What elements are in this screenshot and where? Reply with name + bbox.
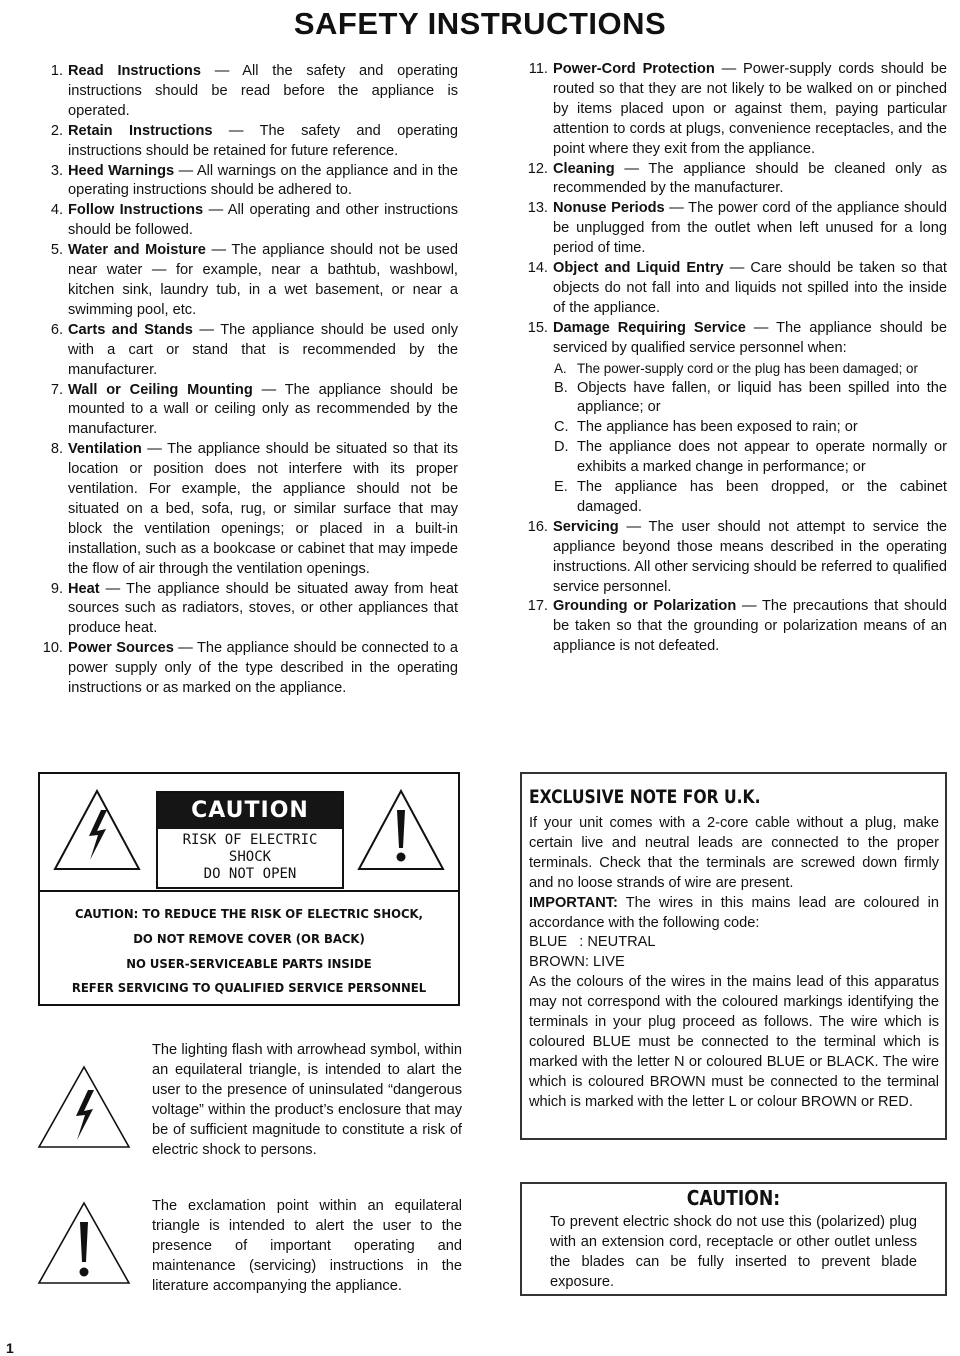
uk-note-paragraph: If your unit comes with a 2-core cable without a plug, make certain live and neutral leads are connected to the proper terminals. Check that the terminals are screwed down firmly and no loose strands of wire are present. xyxy=(529,815,939,891)
uk-note-important xyxy=(529,894,939,934)
page-number: 1 xyxy=(6,1340,14,1356)
caution-warning-box xyxy=(38,772,460,1006)
caution-text-line: NO USER-SERVICEABLE PARTS INSIDE xyxy=(126,955,372,971)
item-number: 17. xyxy=(527,598,548,615)
item-heading: Carts and Stands xyxy=(68,321,193,338)
uk-code-blue: BLUE : NEUTRAL xyxy=(529,934,656,951)
exclamation-triangle-icon xyxy=(356,788,446,872)
item-number: 8. xyxy=(50,441,63,458)
subitem-letter: E. xyxy=(554,479,568,496)
instruction-item xyxy=(36,440,458,579)
item-heading: Grounding or Polarization xyxy=(553,598,737,615)
uk-note-box xyxy=(520,772,947,1140)
subitem-letter: B. xyxy=(554,379,568,396)
item-number: 12. xyxy=(527,160,548,177)
caution-label-heading: CAUTION xyxy=(158,793,342,829)
item-text: — All warnings on the appliance and in the operating instructions should be adhered to. xyxy=(68,162,458,199)
instruction-item xyxy=(36,639,458,699)
lightning-triangle-icon xyxy=(36,1064,132,1150)
lightning-symbol-text: The lighting flash with arrowhead symbol, within an equilateral triangle, is intended to alart the user to the presence of uninsulated “dangerous voltage” within the product’s enclosure that may be of sufficient magnitude to constitute a risk of electric shock to persons. xyxy=(152,1042,462,1158)
instruction-item xyxy=(521,597,947,657)
caution-text-block xyxy=(53,902,446,1001)
uk-note-paragraph: As the colours of the wires in the mains lead of this apparatus may not correspond with the coloured markings identifying the terminals in your plug proceed as follows. The wire which is coloured BLUE must be connected to the terminal which is marked with the letter N or coloured BLUE or BLACK. The wire which is coloured BROWN must be connected to the terminal which is marked with the letter L or colour BROWN or RED. xyxy=(529,974,939,1110)
item-number: 1. xyxy=(50,63,63,79)
item-number: 5. xyxy=(50,242,63,259)
subitem-text: Objects have fallen, or liquid has been spilled into the appliance; or xyxy=(577,379,947,416)
damage-subitem xyxy=(554,438,947,478)
item-number: 6. xyxy=(50,321,63,338)
item-heading: Read Instructions xyxy=(68,63,201,79)
item-text: — Care should be taken so that objects do not fall into and liquids not spilled into the inside of the appliance. xyxy=(553,260,947,316)
instruction-item xyxy=(36,201,458,241)
instruction-item xyxy=(521,259,947,319)
instruction-item xyxy=(521,319,947,359)
polarized-plug-caution-box xyxy=(520,1182,947,1296)
item-number: 11. xyxy=(528,61,548,77)
damage-subitem xyxy=(554,418,947,438)
item-number: 13. xyxy=(527,200,548,217)
item-text: — The appliance should be situated away from heat sources such as radiators, stoves, or other appliances that produce heat. xyxy=(68,580,458,637)
instruction-item xyxy=(521,160,947,200)
caution-label xyxy=(156,791,344,889)
item-text: — The safety and operating instructions should be retained for future reference. xyxy=(68,122,459,159)
important-text: The wires in this mains lead are coloured in accordance with the following code: xyxy=(529,894,939,931)
item-text: — The appliance should be mounted to a wall or ceiling only as recommended by the manufacturer. xyxy=(68,381,458,438)
instruction-item xyxy=(521,518,947,598)
item-heading: Servicing xyxy=(553,518,619,535)
caution-label-line: RISK OF ELECTRIC SHOCK xyxy=(182,832,318,865)
instruction-item xyxy=(36,580,458,640)
item-number: 15. xyxy=(527,319,548,336)
item-text: — The appliance should be situated so that its location or position does not interfere with its proper ventilation. For example, the appliance should not be situated on a bed, sofa, rug, or similar surface that may block the ventilation openings; or placed in a built-in installation, such as a bookcase or cabinet that may impede the flow of air through the ventilation openings. xyxy=(68,441,458,577)
item-number: 2. xyxy=(50,122,63,139)
item-text: — The appliance should be used only with a cart or stand that is recommended by the manufacturer. xyxy=(68,321,458,378)
item-text: — The precautions that should be taken so that the grounding or polarization means of an appliance is not defeated. xyxy=(553,598,947,655)
item-heading: Damage Requiring Service xyxy=(553,319,746,336)
instruction-item xyxy=(36,321,458,381)
exclamation-symbol-explanation xyxy=(36,1196,464,1300)
caution-text-line: DO NOT REMOVE COVER (OR BACK) xyxy=(133,930,365,946)
item-heading: Power Sources xyxy=(68,640,174,657)
item-number: 10. xyxy=(42,640,63,657)
item-heading: Retain Instructions xyxy=(68,122,213,139)
damage-subitem xyxy=(554,359,947,379)
item-text: — The appliance should be cleaned only as recommended by the manufacturer. xyxy=(553,160,947,197)
uk-code-brown: BROWN: LIVE xyxy=(529,954,625,971)
instruction-item xyxy=(36,241,458,321)
instructions-left-column xyxy=(36,62,458,699)
item-heading: Follow Instructions xyxy=(68,202,204,219)
item-heading: Heat xyxy=(68,580,100,597)
caution-label-line: DO NOT OPEN xyxy=(203,866,297,882)
instructions-right-column xyxy=(521,60,947,657)
item-heading: Wall or Ceiling Mounting xyxy=(68,381,253,398)
item-heading: Power-Cord Protection xyxy=(553,61,715,77)
page-title: SAFETY INSTRUCTIONS xyxy=(293,6,667,41)
item-number: 3. xyxy=(50,162,63,179)
instruction-item xyxy=(36,62,458,122)
instruction-item xyxy=(521,60,947,160)
caution-label-body xyxy=(158,829,342,887)
instruction-item xyxy=(36,381,458,441)
item-heading: Water and Moisture xyxy=(68,242,206,259)
item-heading: Nonuse Periods xyxy=(553,200,665,217)
lightning-symbol-explanation xyxy=(36,1040,464,1180)
important-label: IMPORTANT: xyxy=(529,894,618,911)
subitem-text: The appliance does not appear to operate normally or exhibits a marked change in performance; or xyxy=(577,439,947,476)
item-heading: Object and Liquid Entry xyxy=(553,260,724,277)
lightning-triangle-icon xyxy=(52,788,142,872)
caution-text: To prevent electric shock do not use this (polarized) plug with an extension cord, receptacle or other outlet unless the blades can be fully inserted to prevent blade exposure. xyxy=(550,1214,917,1290)
subitem-text: The appliance has been dropped, or the cabinet damaged. xyxy=(577,479,947,515)
item-number: 14. xyxy=(527,260,548,277)
item-number: 9. xyxy=(50,580,63,597)
item-number: 4. xyxy=(50,202,63,219)
item-text: — All operating and other instructions should be followed. xyxy=(68,202,458,239)
caution-label-row xyxy=(40,774,458,892)
exclamation-symbol-text: The exclamation point within an equilateral triangle is intended to alert the user to the presence of important operating and maintenance (servicing) instructions in the literature accompanying the appliance. xyxy=(152,1198,462,1294)
damage-subitems xyxy=(554,359,947,518)
uk-note-title: EXCLUSIVE NOTE FOR U.K. xyxy=(529,786,761,808)
instruction-item xyxy=(521,199,947,259)
item-text: — Power-supply cords should be routed so that they are not likely to be walked on or pinched by items placed upon or against them, paying particular attention to cords at plugs, convenience receptacles, and the point where they exit from the appliance. xyxy=(553,61,947,157)
damage-subitem xyxy=(554,478,947,518)
item-heading: Ventilation xyxy=(68,441,142,458)
caution-text-line: REFER SERVICING TO QUALIFIED SERVICE PERSONNEL xyxy=(71,980,427,996)
item-text: — The user should not attempt to service the appliance beyond those means described in the operating instructions. All other servicing should be referred to qualified service personnel. xyxy=(553,518,947,595)
instruction-item xyxy=(36,122,458,162)
item-text: — The power cord of the appliance should be unplugged from the outlet when left unused for a long period of time. xyxy=(553,200,947,257)
subitem-letter: C. xyxy=(554,419,569,436)
item-number: 7. xyxy=(50,381,63,398)
subitem-letter: D. xyxy=(554,439,569,456)
item-text: — All the safety and operating instructions should be read before the appliance is operated. xyxy=(68,63,458,119)
item-text: — The appliance should not be used near water — for example, near a bathtub, washbowl, kitchen sink, laundry tub, in a wet basement, or near a swimming pool, etc. xyxy=(68,242,459,318)
damage-subitem xyxy=(554,379,947,419)
exclamation-triangle-icon xyxy=(36,1200,132,1286)
caution-text-line: CAUTION: TO REDUCE THE RISK OF ELECTRIC SHOCK, xyxy=(75,906,423,921)
subitem-text: The appliance has been exposed to rain; or xyxy=(577,419,858,436)
subitem-letter: A. xyxy=(554,360,567,376)
item-text: — The appliance should be serviced by qualified service personnel when: xyxy=(553,319,947,356)
caution-title: CAUTION: xyxy=(686,1186,781,1210)
item-heading: Heed Warnings xyxy=(68,162,175,179)
instruction-item xyxy=(36,162,458,202)
item-text: — The appliance should be connected to a power supply only of the type described in the operating instructions or as marked on the appliance. xyxy=(68,640,458,697)
subitem-text: The power-supply cord or the plug has been damaged; or xyxy=(577,360,918,376)
item-number: 16. xyxy=(527,518,548,535)
item-heading: Cleaning xyxy=(553,160,615,177)
